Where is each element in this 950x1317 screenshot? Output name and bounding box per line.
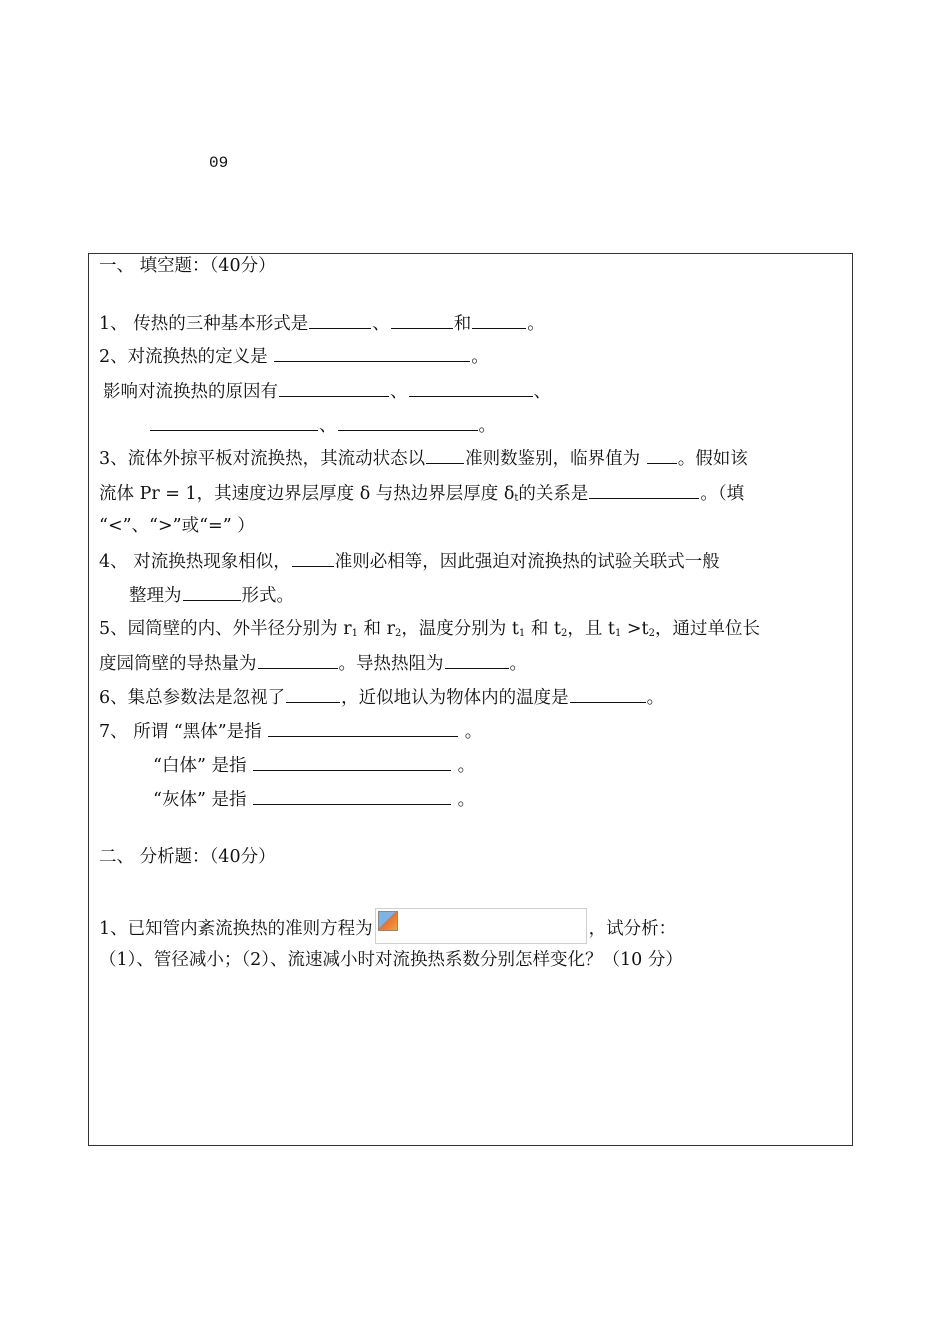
- page-code: 09: [209, 154, 229, 172]
- q1-line: 1、 传热的三种基本形式是 、 和 。: [99, 314, 545, 334]
- equation-image-icon: [375, 908, 587, 944]
- q5-line1: 5、园筒壁的内、外半径分别为 $r_1$ 和 $r_2$，温度分别为 $t_1$ 和 $t_2$，且 $t_1 >t_2$，通过单位长: [99, 619, 760, 639]
- q7-line1: 7、 所谓 “黑体”是指 。: [99, 722, 483, 742]
- q3-line3: “<”、“>”或“=” ）: [99, 516, 255, 536]
- q7-line2: “白体” 是指 。: [153, 756, 476, 776]
- q7-line3: “灰体” 是指 。: [153, 790, 476, 810]
- q3-line2: 流体 Pr = 1，其速度边界层厚度 δ 与热边界层厚度 $\delta_t$的关系是 。（填: [99, 484, 745, 504]
- q3-line1: 3、流体外掠平板对流换热，其流动状态以 准则数鉴别，临界值为 。假如该: [99, 449, 748, 469]
- exam-table: [88, 253, 853, 1146]
- s2-q1-line1: 1、已知管内紊流换热的准则方程为 ，试分析：: [99, 908, 676, 944]
- q2-line3: 、 。: [149, 414, 496, 437]
- q4-line2: 整理为 形式。: [129, 586, 294, 606]
- q2-line2: 影响对流换热的原因有 、 、: [103, 382, 551, 402]
- q6-line: 6、集总参数法是忽视了 ，近似地认为物体内的温度是 。: [99, 688, 665, 708]
- q4-line1: 4、 对流换热现象相似， 准则必相等，因此强迫对流换热的试验关联式一般: [99, 552, 720, 572]
- section1-heading: 一、 填空题：（40分）: [99, 256, 276, 276]
- q2-line1: 2、对流换热的定义是 。: [99, 347, 489, 367]
- section2-heading: 二、 分析题：（40分）: [99, 847, 276, 867]
- s2-q1-line2: （1）、管径减小；（2）、流速减小时对流换热系数分别怎样变化？（10 分）: [99, 950, 683, 970]
- q5-line2: 度园筒壁的导热量为 。导热热阻为 。: [99, 654, 527, 674]
